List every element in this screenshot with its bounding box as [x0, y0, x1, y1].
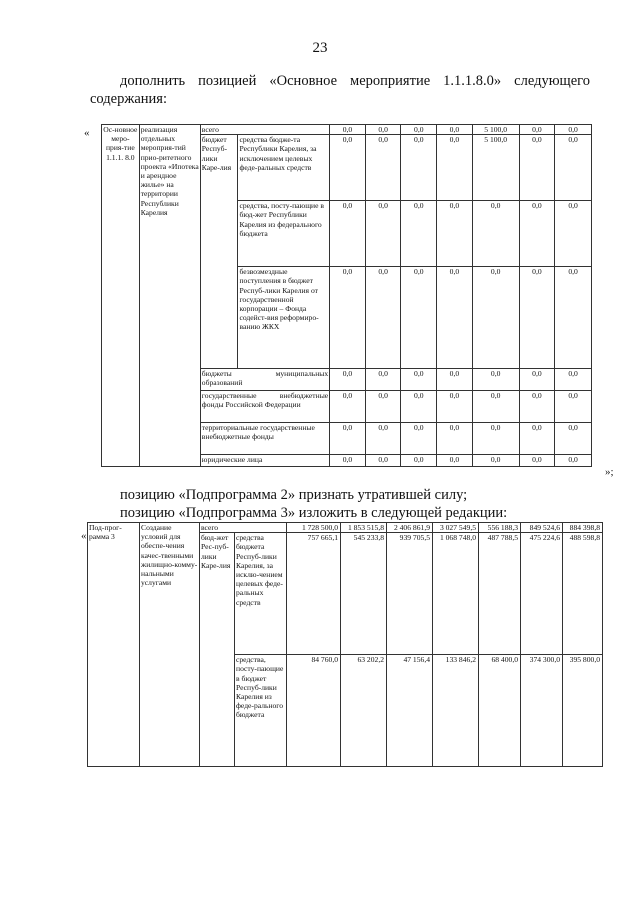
value-cell: 395 800,0	[563, 655, 603, 767]
value-cell: 63 202,2	[341, 655, 387, 767]
intro-paragraph: дополнить позицией «Основное мероприятие 1.1.1.8.0» следующего содержания:	[90, 73, 590, 107]
value-cell: 0,0	[401, 455, 437, 467]
value-cell: 0,0	[437, 423, 473, 455]
row-label: средства, посту-пающие в бюджет Респуб-лики Карелия из феде-рального бюджета	[235, 655, 287, 767]
row-label: безвозмездные поступления в бюджет Респуб-лики Карелия от государственной корпорации – Фонда содейст-вия реформиро-ванию ЖКХ	[238, 267, 330, 369]
value-cell: 939 705,5	[387, 533, 433, 655]
value-cell: 0,0	[437, 455, 473, 467]
value-cell: 0,0	[555, 455, 592, 467]
row-label: бюджеты муниципальных образований	[200, 369, 329, 391]
value-cell: 0,0	[472, 267, 519, 369]
value-cell: 0,0	[519, 369, 555, 391]
budget-rk-cell: бюджет Респуб-лики Каре-лия	[200, 135, 238, 369]
value-cell: 0,0	[330, 267, 366, 369]
paragraph-subprogram-2: позицию «Подпрограмма 2» признать утратившей силу;	[120, 487, 468, 503]
value-cell: 0,0	[330, 423, 366, 455]
budget-rk-cell: бюд-жет Рес-пуб-лики Каре-лия	[200, 533, 235, 767]
table-row	[102, 125, 592, 135]
value-cell: 0,0	[437, 201, 473, 267]
value-cell: 0,0	[365, 391, 401, 423]
subprogram-code-cell: Под-прог-рамма 3	[88, 523, 140, 767]
value-cell: 0,0	[555, 391, 592, 423]
value-cell: 0,0	[472, 455, 519, 467]
value-cell: 133 846,2	[433, 655, 479, 767]
value-cell: 0,0	[555, 369, 592, 391]
value-cell: 0,0	[519, 135, 555, 201]
value-cell: 47 156,4	[387, 655, 433, 767]
value-cell: 0,0	[555, 423, 592, 455]
value-cell: 0,0	[330, 455, 366, 467]
value-cell: 556 188,3	[479, 523, 521, 533]
paragraph-subprogram-3: позицию «Подпрограмма 3» изложить в следующей редакции:	[120, 505, 508, 521]
value-cell: 0,0	[401, 125, 437, 135]
value-cell: 0,0	[365, 267, 401, 369]
value-cell: 0,0	[555, 125, 592, 135]
value-cell: 0,0	[330, 135, 366, 201]
value-cell: 1 068 748,0	[433, 533, 479, 655]
value-cell: 0,0	[401, 135, 437, 201]
table-main-event	[101, 124, 592, 467]
subprogram-name-cell: Создание условий для обеспе-чения качес-твенными жилищно-комму-нальными услугами	[140, 523, 200, 767]
value-cell: 68 400,0	[479, 655, 521, 767]
value-cell: 0,0	[472, 423, 519, 455]
value-cell: 0,0	[330, 391, 366, 423]
value-cell: 0,0	[472, 369, 519, 391]
row-label: всего	[200, 523, 287, 533]
row-label: средства бюджета Респуб-лики Карелия, за исклю-чением целевых феде-ральных средств	[235, 533, 287, 655]
value-cell: 0,0	[330, 201, 366, 267]
row-label: государственные внебюджетные фонды Российской Федерации	[200, 391, 329, 423]
value-cell: 0,0	[401, 391, 437, 423]
value-cell: 0,0	[401, 267, 437, 369]
value-cell: 0,0	[365, 423, 401, 455]
value-cell: 0,0	[555, 201, 592, 267]
value-cell: 0,0	[365, 201, 401, 267]
quote-close-1: »;	[605, 466, 614, 478]
value-cell: 5 100,0	[472, 135, 519, 201]
value-cell: 884 398,8	[563, 523, 603, 533]
value-cell: 0,0	[437, 267, 473, 369]
value-cell: 475 224,6	[521, 533, 563, 655]
row-label: средства, посту-пающие в бюд-жет Республики Карелия из федерального бюджета	[238, 201, 330, 267]
value-cell: 0,0	[472, 391, 519, 423]
quote-open-2: «	[81, 530, 87, 542]
value-cell: 0,0	[437, 369, 473, 391]
value-cell: 0,0	[555, 135, 592, 201]
value-cell: 0,0	[401, 423, 437, 455]
quote-open-1: «	[84, 127, 90, 139]
row-label: юридические лица	[200, 455, 329, 467]
value-cell: 545 233,8	[341, 533, 387, 655]
value-cell: 3 027 549,5	[433, 523, 479, 533]
value-cell: 0,0	[330, 125, 366, 135]
table-subprogram-3	[87, 522, 603, 767]
value-cell: 5 100,0	[472, 125, 519, 135]
row-label: территориальные государственные внебюджетные фонды	[200, 423, 329, 455]
value-cell: 487 788,5	[479, 533, 521, 655]
value-cell: 0,0	[519, 455, 555, 467]
value-cell: 849 524,6	[521, 523, 563, 533]
event-code-cell: Ос-новное меро-прия-тие 1.1.1. 8.0	[102, 125, 140, 467]
table-row	[88, 523, 603, 533]
value-cell: 0,0	[401, 369, 437, 391]
value-cell: 0,0	[365, 369, 401, 391]
value-cell: 0,0	[330, 369, 366, 391]
value-cell: 84 760,0	[287, 655, 341, 767]
value-cell: 0,0	[519, 423, 555, 455]
value-cell: 0,0	[365, 455, 401, 467]
value-cell: 757 665,1	[287, 533, 341, 655]
value-cell: 0,0	[519, 267, 555, 369]
value-cell: 0,0	[437, 135, 473, 201]
value-cell: 0,0	[401, 201, 437, 267]
value-cell: 0,0	[519, 391, 555, 423]
page-number: 23	[312, 40, 328, 56]
value-cell: 0,0	[519, 201, 555, 267]
row-label: всего	[200, 125, 329, 135]
value-cell: 0,0	[365, 135, 401, 201]
value-cell: 374 300,0	[521, 655, 563, 767]
event-name-cell: реализация отдельных мероприя-тий прио-ритетного проекта «Ипотека и арендное жилье» на территории Республики Карелия	[139, 125, 200, 467]
value-cell: 0,0	[437, 391, 473, 423]
value-cell: 0,0	[472, 201, 519, 267]
value-cell: 0,0	[555, 267, 592, 369]
row-label: средства бюдже-та Республики Карелия, за исключением целевых феде-ральных средств	[238, 135, 330, 201]
value-cell: 0,0	[519, 125, 555, 135]
value-cell: 1 853 515,8	[341, 523, 387, 533]
value-cell: 488 598,8	[563, 533, 603, 655]
value-cell: 0,0	[437, 125, 473, 135]
value-cell: 1 728 500,0	[287, 523, 341, 533]
value-cell: 2 406 861,9	[387, 523, 433, 533]
value-cell: 0,0	[365, 125, 401, 135]
